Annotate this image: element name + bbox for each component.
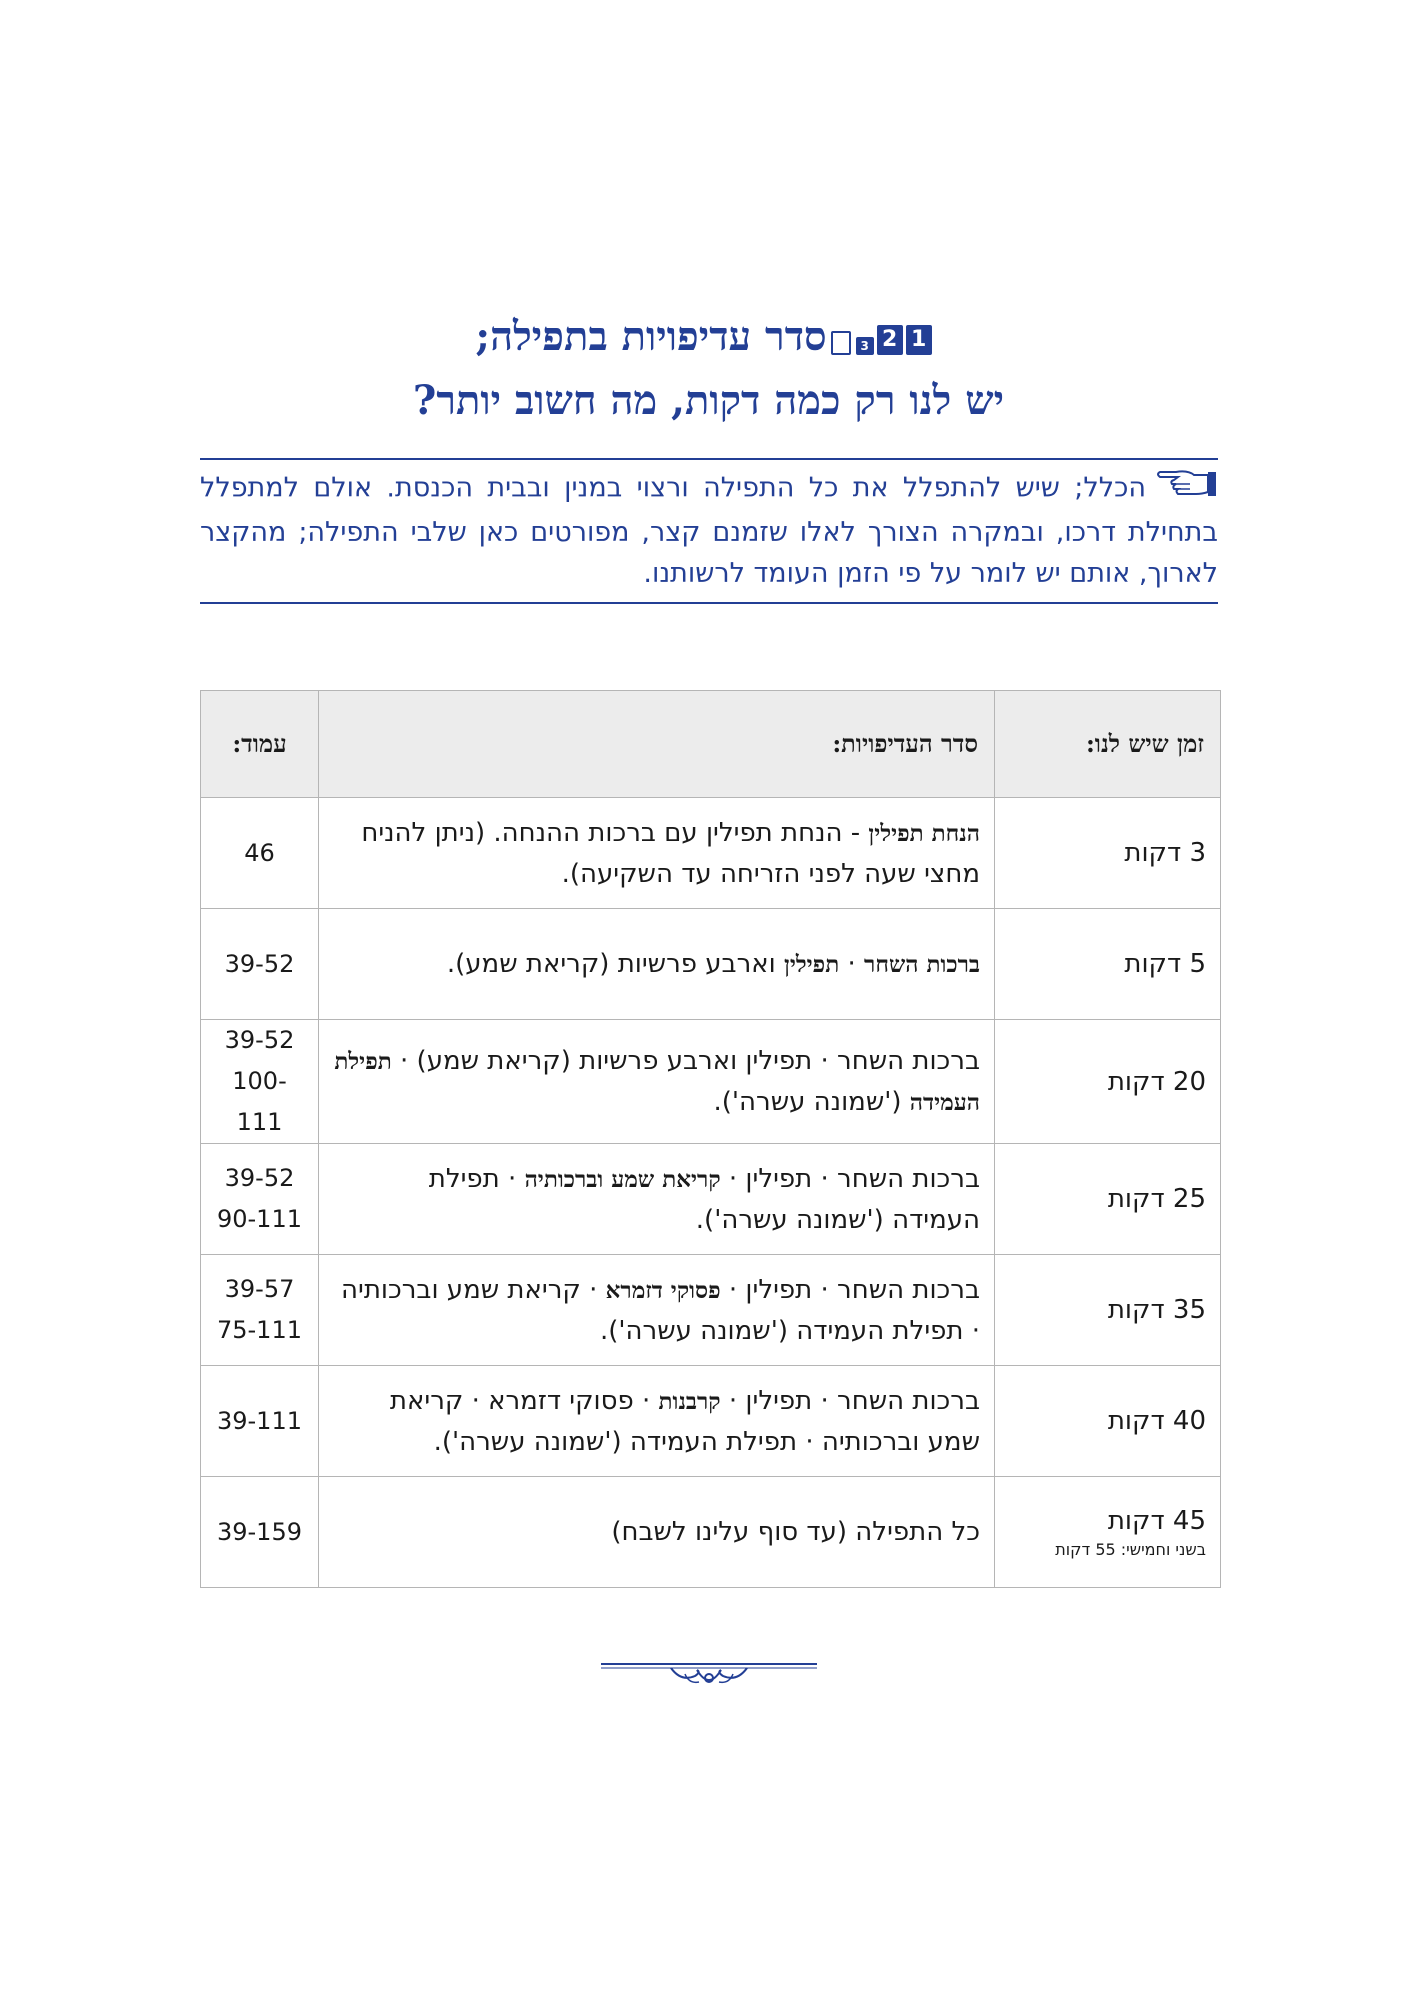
- order-item-text: ברכות השחר · תפילין ·: [720, 1163, 980, 1194]
- page-range: 46: [244, 838, 275, 867]
- order-item-text: · תפילת העמידה ('שמונה עשרה').: [428, 1163, 980, 1235]
- header-order: סדר העדיפויות:: [319, 691, 995, 798]
- time-cell: [995, 1144, 1221, 1255]
- order-item-bold: תפילין: [784, 950, 840, 978]
- time-note: בשני וחמישי: 55 דקות: [1055, 1540, 1206, 1559]
- time-cell: [995, 1255, 1221, 1366]
- order-item-text: · קריאת שמע וברכותיה · תפילת העמידה ('שמונה עשרה').: [341, 1274, 980, 1346]
- order-cell: [319, 1366, 995, 1477]
- pages-cell: [201, 1255, 319, 1366]
- order-cell: [319, 909, 995, 1020]
- header-page: עמוד:: [201, 691, 319, 798]
- table-row: [201, 1020, 1221, 1144]
- page-range: 75-111: [216, 1316, 302, 1344]
- table-row: [201, 1144, 1221, 1255]
- table-row: [201, 909, 1221, 1020]
- order-item-text: · פסוקי דזמרא · קריאת שמע וברכותיה · תפילת העמידה ('שמונה עשרה').: [389, 1385, 980, 1457]
- order-cell: [319, 798, 995, 909]
- page-range: 39-52: [224, 949, 295, 978]
- page-range: 39-52: [224, 1026, 295, 1054]
- order-item-bold: פסוקי דזמרא: [605, 1276, 721, 1304]
- order-item-text: כל התפילה (עד סוף עלינו לשבח): [611, 1517, 980, 1547]
- order-item-text: ·: [839, 948, 865, 979]
- order-item-bold: ברכות השחר: [864, 950, 980, 978]
- time-value: 45 דקות: [1107, 1506, 1206, 1536]
- time-cell: [995, 798, 1221, 909]
- page-range: 90-111: [216, 1205, 302, 1233]
- table-row: [201, 1477, 1221, 1588]
- order-item-text: ברכות השחר · תפילין ·: [720, 1385, 980, 1416]
- numbers-123-icon: 3 2 1: [831, 325, 932, 355]
- intro-paragraph: [200, 458, 1218, 604]
- intro-text: הכלל; שיש להתפלל את כל התפילה ורצוי במנין ובבית הכנסת. אולם למתפלל בתחילת דרכו, ובמקרה הצורך לאלו שזמנם קצר, מפורטים כאן שלבי התפילה; מהקצר לארוך, אותם יש לומר על פי הזמן העומד לרשותנו.: [200, 472, 1218, 589]
- time-value: 3 דקות: [1124, 838, 1206, 868]
- order-item-text: וארבע פרשיות (קריאת שמע).: [446, 948, 784, 979]
- order-item-text: - הנחת תפילין עם ברכות ההנחה. (ניתן להניח מחצי שעה לפני הזריחה עד השקיעה).: [361, 817, 980, 889]
- page-range: 39-111: [216, 1406, 302, 1435]
- order-cell: [319, 1144, 995, 1255]
- time-cell: [995, 1477, 1221, 1588]
- page-range: 39-159: [216, 1517, 302, 1546]
- pages-cell: [201, 909, 319, 1020]
- pages-cell: [201, 798, 319, 909]
- time-cell: [995, 1020, 1221, 1144]
- pages-cell: [201, 1366, 319, 1477]
- order-cell: [319, 1255, 995, 1366]
- order-item-text: ברכות השחר · תפילין וארבע פרשיות (קריאת שמע) ·: [391, 1045, 980, 1076]
- time-value: 5 דקות: [1124, 949, 1206, 979]
- title-line-2: יש לנו רק כמה דקות, מה חשוב יותר?: [412, 376, 1005, 424]
- page-range: 39-52: [224, 1164, 295, 1192]
- pages-cell: [201, 1477, 319, 1588]
- table-body: [201, 798, 1221, 1588]
- time-value: 35 דקות: [1107, 1295, 1206, 1325]
- order-cell: [319, 1020, 995, 1144]
- pages-cell: [201, 1020, 319, 1144]
- pages-cell: [201, 1144, 319, 1255]
- title-line-1: [150, 305, 1267, 369]
- table-row: [201, 1366, 1221, 1477]
- time-value: 20 דקות: [1107, 1066, 1206, 1097]
- order-item-bold: תפילת העמידה: [334, 1047, 980, 1116]
- order-item-bold: קריאת שמע וברכותיה: [524, 1165, 721, 1193]
- order-item-bold: קרבנות: [658, 1387, 721, 1415]
- table-row: [201, 1255, 1221, 1366]
- page-title: [150, 305, 1267, 433]
- priority-table: [200, 690, 1221, 1588]
- header-time: זמן שיש לנו:: [995, 691, 1221, 798]
- table-header-row: [201, 691, 1221, 798]
- page-range: 100-111: [232, 1067, 287, 1136]
- page-range: 39-57: [224, 1275, 295, 1303]
- time-cell: [995, 909, 1221, 1020]
- order-item-bold: הנחת תפילין: [868, 819, 980, 847]
- order-item-text: ('שמונה עשרה').: [713, 1086, 910, 1117]
- time-value: 40 דקות: [1107, 1406, 1206, 1436]
- pointing-hand-icon: [1154, 466, 1218, 512]
- time-cell: [995, 1366, 1221, 1477]
- ornament-divider-icon: [601, 1656, 817, 1692]
- table-row: [201, 798, 1221, 909]
- order-cell: [319, 1477, 995, 1588]
- order-item-text: ברכות השחר · תפילין ·: [720, 1274, 980, 1305]
- time-value: 25 דקות: [1107, 1184, 1206, 1214]
- title-text-1: סדר עדיפויות בתפילה;: [475, 312, 827, 360]
